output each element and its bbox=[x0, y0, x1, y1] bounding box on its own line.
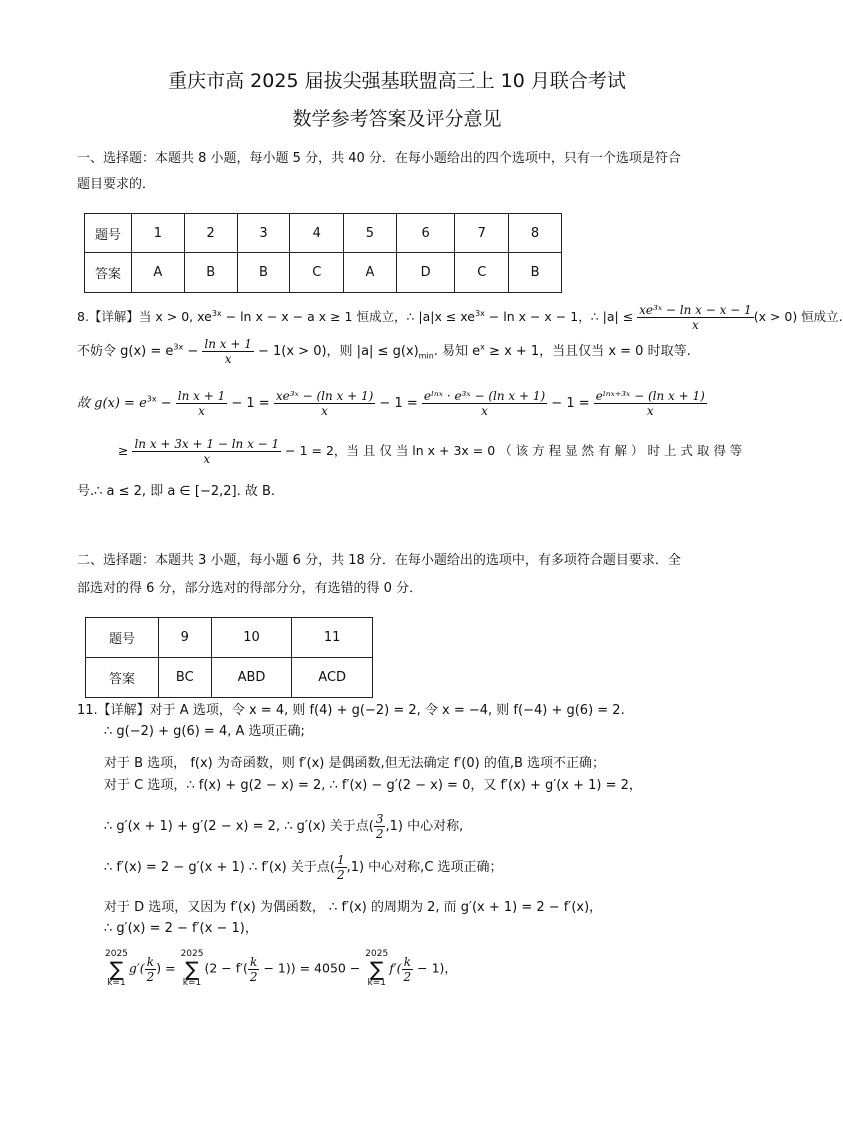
question-number: 1 bbox=[132, 214, 185, 253]
question-number: 5 bbox=[344, 214, 397, 253]
question-number: 4 bbox=[290, 214, 344, 253]
q11-line8: ∴ g′(x) = 2 − f′(x − 1)， bbox=[104, 921, 258, 936]
question-number: 11 bbox=[292, 618, 373, 658]
answer-cell: B bbox=[237, 253, 290, 293]
answer-cell: C bbox=[290, 253, 344, 293]
table-header-label: 题号 bbox=[85, 214, 132, 253]
table-answer-label: 答案 bbox=[86, 658, 159, 698]
question-number: 9 bbox=[159, 618, 212, 658]
question-number: 2 bbox=[184, 214, 237, 253]
answer-cell: ABD bbox=[211, 658, 292, 698]
section2-intro-line2: 部选对的得 6 分，部分选对的得部分分，有选错的得 0 分． bbox=[77, 581, 423, 596]
question-number: 10 bbox=[211, 618, 292, 658]
q8-line4: ≥ $\frac{\text{ln x + 3x + 1 − ln x − 1}}{x}$ − 1 = 2，当 且 仅 当 ln x + 3x = 0 （ 该 方 程 显 然 有 解 ） 时 上 式 取 得 等 bbox=[118, 437, 743, 466]
q11-line4: 对于 C 选项，∴ f(x) + g(2 − x) = 2, ∴ f′(x) − g′(2 − x) = 0，又 f′(x) + g′(x + 1) = 2， bbox=[104, 778, 642, 793]
table-header-label: 题号 bbox=[86, 618, 159, 658]
answer-cell: A bbox=[344, 253, 397, 293]
answer-cell: BC bbox=[159, 658, 212, 698]
question-number: 6 bbox=[396, 214, 455, 253]
page-title: 重庆市高 2025 届拔尖强基联盟高三上 10 月联合考试 bbox=[168, 70, 626, 92]
q8-line1: 8.【详解】当 x > 0, $xe^{3x} - \ln x - x - a$ x ≥ 1 恒成立，∴ $|a|x \le xe^{3x} - \ln x - x - 1$，∴ |a| ≤ $\frac{\text{xe³ˣ − ln x − x − 1}}{x}$ (x > 0) 恒成立. bbox=[77, 303, 843, 332]
page-subtitle: 数学参考答案及评分意见 bbox=[292, 108, 502, 130]
answer-cell: B bbox=[184, 253, 237, 293]
q11-line1: 11.【详解】对于 A 选项，令 x = 4, 则 f(4) + g(−2) = 2, 令 x = −4, 则 f(−4) + g(6) = 2. bbox=[77, 703, 625, 718]
table-answer-label: 答案 bbox=[85, 253, 132, 293]
question-number: 7 bbox=[455, 214, 509, 253]
section2-intro-line1: 二、选择题：本题共 3 小题，每小题 6 分，共 18 分．在每小题给出的选项中，有多项符合题目要求．全 bbox=[77, 553, 681, 568]
q8-line2: 不妨令 $g(x) = e^{3x}$ − $\frac{\text{ln x + 1}}{x}$ − 1(x > 0)，则 $|a| \le g(x)_{min}$. 易知 $e^x \ge x + 1$，当且仅当 x = 0 时取等. bbox=[77, 337, 691, 366]
q8-line5: 号.∴ a ≤ 2, 即 a ∈ [−2,2]. 故 B. bbox=[77, 484, 276, 499]
answer-cell: ACD bbox=[292, 658, 373, 698]
answer-cell: D bbox=[396, 253, 455, 293]
answer-cell: A bbox=[132, 253, 185, 293]
q11-line7: 对于 D 选项，又因为 f′(x) 为偶函数， ∴ f′(x) 的周期为 2, 而 g′(x + 1) = 2 − f′(x)， bbox=[104, 900, 603, 915]
section1-intro-line1: 一、选择题：本题共 8 小题，每小题 5 分，共 40 分．在每小题给出的四个选项中，只有一个选项是符合 bbox=[77, 151, 681, 166]
q11-line2: ∴ g(−2) + g(6) = 4, A 选项正确; bbox=[104, 724, 305, 739]
answer-cell: B bbox=[509, 253, 562, 293]
q11-line9-summation: 2025 ∑ k=1 g′( $\frac{k}{2}$ ) = 2025 ∑ k=1 (2 − f′( $\frac{k}{2}$ − 1)) = 4050 − 2025 ∑ k=1 f′( $\frac{k}{2}$ − 1)， bbox=[105, 949, 457, 988]
q11-line6: ∴ f′(x) = 2 − g′(x + 1) ∴ f′(x) 关于点( $\frac{1}{2}$ ,1) 中心对称,C 选项正确； bbox=[104, 853, 503, 882]
q8-line3: 故 $g(x) = e^{3x}$ − $\frac{\text{ln x + 1}}{x}$ − 1 = $\frac{\text{xe³ˣ − (ln x + 1)}}{x}$ − 1 = $\frac{\text{eˡⁿˣ · e³ˣ − (ln x + 1)}}{x}$ − 1 = $\frac{\text{eˡⁿˣ⁺³ˣ − (ln x + 1)}}{x}$ bbox=[77, 389, 705, 418]
section1-intro-line2: 题目要求的． bbox=[77, 177, 156, 192]
question-number: 8 bbox=[509, 214, 562, 253]
answer-table-2 bbox=[85, 617, 373, 698]
answer-table-1 bbox=[84, 213, 562, 293]
question-number: 3 bbox=[237, 214, 290, 253]
answer-cell: C bbox=[455, 253, 509, 293]
q11-line3: 对于 B 选项， f(x) 为奇函数，则 f′(x) 是偶函数,但无法确定 f′(0) 的值,B 选项不正确； bbox=[104, 756, 606, 771]
q11-line5: ∴ g′(x + 1) + g′(2 − x) = 2, ∴ g′(x) 关于点( $\frac{3}{2}$ ,1) 中心对称, bbox=[104, 812, 464, 841]
